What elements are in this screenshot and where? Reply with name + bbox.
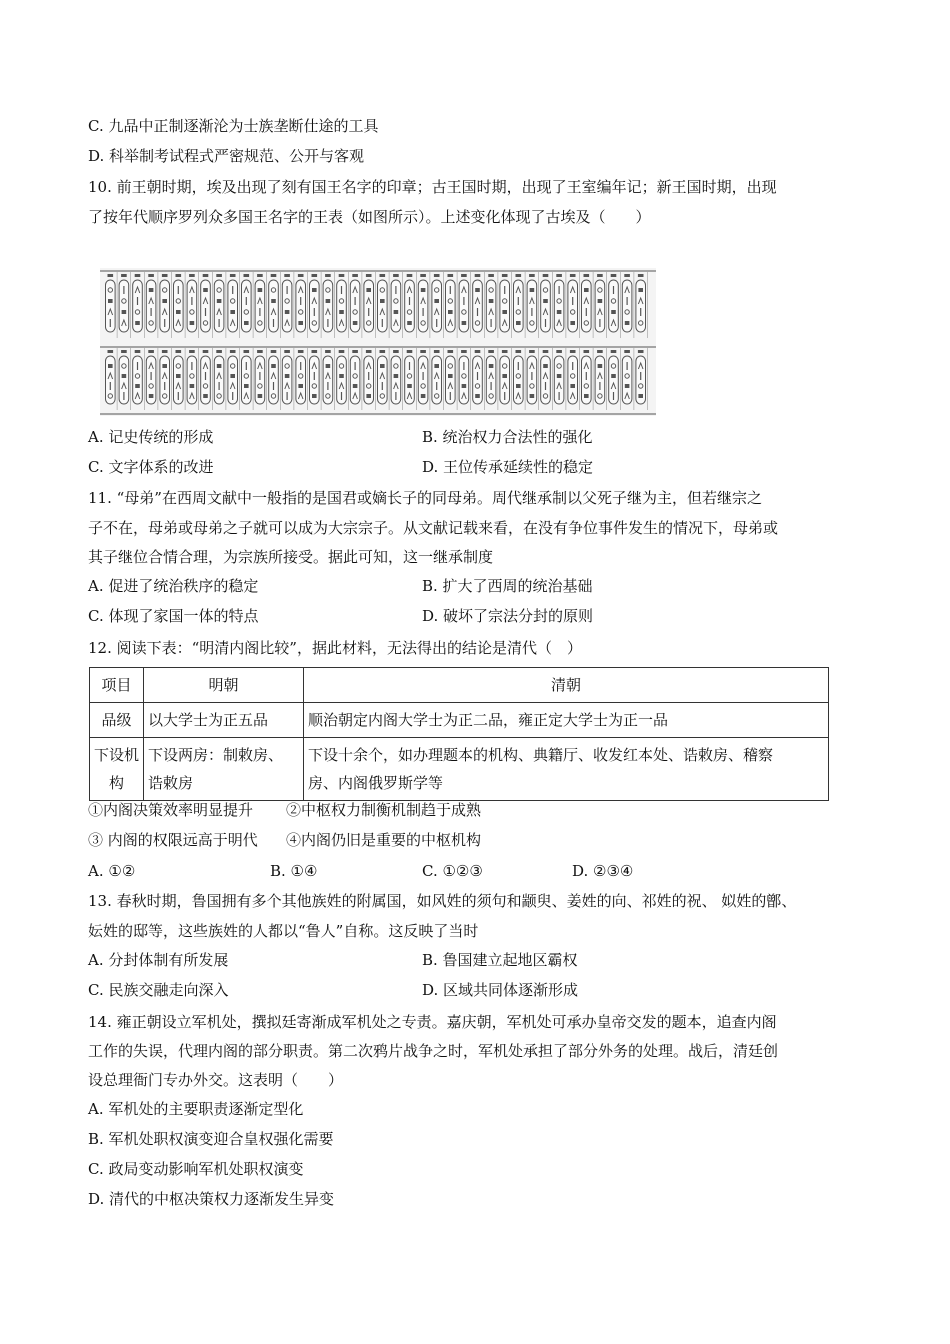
hieroglyph-mark xyxy=(597,274,603,277)
hieroglyph-mark xyxy=(380,350,386,353)
q13-stem-line-2: 妘姓的邸等，这些族姓的人都以“鲁人”自称。这反映了当时 xyxy=(88,922,479,940)
hieroglyph-mark xyxy=(624,274,630,277)
q14-option-d: D. 清代的中枢决策权力逐渐发生异变 xyxy=(88,1190,335,1208)
hieroglyph-mark xyxy=(216,350,222,353)
hieroglyph-mark xyxy=(162,350,168,353)
hieroglyph-mark xyxy=(108,274,114,277)
hieroglyph-mark xyxy=(393,274,399,277)
hieroglyph-mark xyxy=(502,310,507,314)
hieroglyph-mark xyxy=(543,299,548,303)
hieroglyph-mark xyxy=(448,350,454,353)
hieroglyph-mark xyxy=(353,321,358,325)
hieroglyph-mark xyxy=(230,274,236,277)
q10-stem-line-2: 了按年代顺序罗列众多国王名字的王表（如图所示）。上述变化体现了古埃及（ ） xyxy=(88,208,651,226)
cartouche xyxy=(323,356,333,404)
q14-stem-line-1: 14. 雍正朝设立军机处，撰拟廷寄渐成军机处之专责。嘉庆朝，军机处可承办皇帝交发的题本，追查内阁 xyxy=(88,1013,777,1031)
hieroglyph-mark xyxy=(325,350,331,353)
q11-option-d: D. 破坏了宗法分封的原则 xyxy=(422,607,594,625)
hieroglyph-mark xyxy=(189,274,195,277)
hieroglyph-mark xyxy=(122,310,127,314)
table-header-item: 项目 xyxy=(90,668,144,703)
cartouche xyxy=(418,280,428,332)
hieroglyph-mark xyxy=(298,350,304,353)
q10-stem-line-1: 10. 前王朝时期，埃及出现了刻有国王名字的印章；古王国时期，出现了王室编年记；新王国时期，出现 xyxy=(88,178,777,196)
hieroglyph-mark xyxy=(298,321,303,325)
table-cell-sub-qing-line-1: 下设十余个，如办理题本的机构、典籍厅、收发红本处、诰敕房、稽察 xyxy=(308,746,774,764)
hieroglyph-mark xyxy=(339,274,345,277)
cartouche xyxy=(595,356,605,404)
hieroglyph-mark xyxy=(448,274,454,277)
hieroglyph-mark xyxy=(298,384,303,388)
cartouche xyxy=(201,280,211,332)
q14-stem-line-3: 设总理衙门专办外交。这表明（ ） xyxy=(88,1071,344,1089)
table-cell-sub-qing-line-2: 房、内阁俄罗斯学等 xyxy=(308,774,444,792)
hieroglyph-mark xyxy=(257,274,263,277)
hieroglyph-mark xyxy=(148,274,154,277)
hieroglyph-mark xyxy=(203,288,208,292)
q13-option-d: D. 区域共同体逐渐形成 xyxy=(422,981,579,999)
hieroglyph-mark xyxy=(271,350,277,353)
hieroglyph-mark xyxy=(217,299,222,303)
hieroglyph-mark xyxy=(284,274,290,277)
q13-option-c: C. 民族交融走向深入 xyxy=(88,981,229,999)
hieroglyph-mark xyxy=(122,374,127,378)
hieroglyph-mark xyxy=(597,350,603,353)
hieroglyph-mark xyxy=(434,299,439,303)
hieroglyph-mark xyxy=(135,321,140,325)
hieroglyph-mark xyxy=(230,350,236,353)
hieroglyph-mark xyxy=(162,299,167,303)
table-cell-sub-qing xyxy=(304,738,829,801)
q12-item-2: ②中枢权力制衡机制趋于成熟 xyxy=(286,801,482,819)
cartouche xyxy=(582,280,592,332)
hieroglyph-mark xyxy=(339,350,345,353)
hieroglyph-mark xyxy=(216,274,222,277)
hieroglyph-mark xyxy=(516,274,522,277)
hieroglyph-mark xyxy=(475,274,481,277)
cartouche xyxy=(255,280,265,332)
cartouche xyxy=(106,356,116,404)
hieroglyph-mark xyxy=(420,274,426,277)
hieroglyph-mark xyxy=(176,310,181,314)
hieroglyph-mark xyxy=(190,384,195,388)
q10-option-a: A. 记史传统的形成 xyxy=(88,428,214,446)
q13-stem-line-1: 13. 春秋时期，鲁国拥有多个其他族姓的附属国，如风姓的须句和颛臾、姜姓的向、祁姓的祝、 姒姓的鄫、 xyxy=(88,892,797,910)
cartouche xyxy=(527,280,537,332)
q11-stem-line-2: 子不在，母弟或母弟之子就可以成为大宗宗子。从文献记载来看，在没有争位事件发生的情况下，母弟或 xyxy=(88,519,779,537)
hieroglyph-mark xyxy=(230,374,235,378)
hieroglyph-mark xyxy=(149,394,154,398)
q14-option-a: A. 军机处的主要职责逐渐定型化 xyxy=(88,1100,304,1118)
hieroglyph-mark xyxy=(598,299,603,303)
hieroglyph-mark xyxy=(556,274,562,277)
hieroglyph-mark xyxy=(420,350,426,353)
hieroglyph-mark xyxy=(257,350,263,353)
hieroglyph-mark xyxy=(530,288,535,292)
hieroglyph-mark xyxy=(543,350,549,353)
hieroglyph-mark xyxy=(189,350,195,353)
cartouche xyxy=(160,356,170,404)
q11-stem-line-1: 11. “母弟”在西周文献中一般指的是国君或嫡长子的同母弟。周代继承制以父死子继为主，但若继宗之 xyxy=(88,489,762,507)
hieroglyph-mark xyxy=(475,394,480,398)
table-cell-sub-label-line-2: 构 xyxy=(108,774,124,792)
hieroglyph-mark xyxy=(638,394,643,398)
hieroglyph-mark xyxy=(488,274,494,277)
hieroglyph-mark xyxy=(624,350,630,353)
hieroglyph-mark xyxy=(502,350,508,353)
hieroglyph-mark xyxy=(380,299,385,303)
hieroglyph-mark xyxy=(530,394,535,398)
q12-option-c: C. ①②③ xyxy=(422,862,483,880)
table-cell-rank-ming: 以大学士为正五品 xyxy=(144,703,304,738)
hieroglyph-mark xyxy=(285,374,290,378)
cartouche xyxy=(636,280,646,332)
hieroglyph-mark xyxy=(135,350,141,353)
hieroglyph-mark xyxy=(556,350,562,353)
table-cell-rank-label: 品级 xyxy=(90,703,144,738)
hieroglyph-mark xyxy=(271,299,276,303)
hieroglyph-mark xyxy=(312,350,318,353)
q14-option-b: B. 军机处职权演变迎合皇权强化需要 xyxy=(88,1130,334,1148)
table-cell-sub-ming-line-2: 诰敕房 xyxy=(148,774,194,792)
hieroglyph-mark xyxy=(312,274,318,277)
hieroglyph-mark xyxy=(611,274,617,277)
hieroglyph-mark xyxy=(203,350,209,353)
hieroglyph-mark xyxy=(352,274,358,277)
hieroglyph-mark xyxy=(230,310,235,314)
hieroglyph-mark xyxy=(625,384,630,388)
hieroglyph-mark xyxy=(421,288,426,292)
hieroglyph-mark xyxy=(516,384,521,388)
hieroglyph-mark xyxy=(271,274,277,277)
cartouche xyxy=(473,280,483,332)
hieroglyph-mark xyxy=(407,350,413,353)
hieroglyph-mark xyxy=(557,374,562,378)
hieroglyph-mark xyxy=(121,274,127,277)
hieroglyph-mark xyxy=(489,364,494,368)
hieroglyph-mark xyxy=(434,364,439,368)
table-cell-sub-ming-line-1: 下设两房：制敕房、 xyxy=(148,746,284,764)
hieroglyph-mark xyxy=(475,350,481,353)
q10-option-c: C. 文字体系的改进 xyxy=(88,458,214,476)
cartouche xyxy=(310,280,320,332)
q12-stem: 12. 阅读下表：“明清内阁比较”，据此材料，无法得出的结论是清代（ ） xyxy=(88,639,582,657)
hieroglyph-mark xyxy=(135,274,141,277)
hieroglyph-mark xyxy=(298,274,304,277)
hieroglyph-mark xyxy=(258,394,263,398)
hieroglyph-mark xyxy=(611,350,617,353)
hieroglyph-mark xyxy=(271,364,276,368)
hieroglyph-mark xyxy=(352,350,358,353)
hieroglyph-mark xyxy=(176,274,182,277)
q10-option-b: B. 统治权力合法性的强化 xyxy=(422,428,593,446)
hieroglyph-mark xyxy=(366,288,371,292)
hieroglyph-mark xyxy=(108,299,113,303)
hieroglyph-mark xyxy=(121,350,127,353)
hieroglyph-mark xyxy=(339,374,344,378)
q11-stem-line-3: 其子继位合情合理，为宗族所接受。据此可知，这一继承制度 xyxy=(88,548,494,566)
q11-option-c: C. 体现了家国一体的特点 xyxy=(88,607,259,625)
hieroglyph-mark xyxy=(312,394,317,398)
hieroglyph-mark xyxy=(570,321,575,325)
hieroglyph-mark xyxy=(570,384,575,388)
hieroglyph-mark xyxy=(543,364,548,368)
hieroglyph-mark xyxy=(394,374,399,378)
hieroglyph-mark xyxy=(407,384,412,388)
hieroglyph-mark xyxy=(244,321,249,325)
hieroglyph-mark xyxy=(244,274,250,277)
hieroglyph-mark xyxy=(448,374,453,378)
q11-option-a: A. 促进了统治秩序的稳定 xyxy=(88,577,259,595)
hieroglyph-mark xyxy=(135,384,140,388)
hieroglyph-mark xyxy=(149,288,154,292)
cartouche xyxy=(269,356,279,404)
hieroglyph-mark xyxy=(611,374,616,378)
q12-item-3: ③ 内阁的权限远高于明代 xyxy=(88,831,258,849)
q14-option-c: C. 政局变动影响军机处职权演变 xyxy=(88,1160,304,1178)
q12-option-b: B. ①④ xyxy=(270,862,318,880)
hieroglyph-mark xyxy=(584,350,590,353)
hieroglyph-mark xyxy=(380,364,385,368)
hieroglyph-mark xyxy=(176,374,181,378)
hieroglyph-mark xyxy=(190,321,195,325)
king-list-cartouches-image xyxy=(100,268,656,416)
hieroglyph-mark xyxy=(584,274,590,277)
hieroglyph-mark xyxy=(461,350,467,353)
table-row xyxy=(90,703,829,738)
hieroglyph-mark xyxy=(108,364,113,368)
hieroglyph-mark xyxy=(339,310,344,314)
q10-option-d: D. 王位传承延续性的稳定 xyxy=(422,458,594,476)
hieroglyph-mark xyxy=(312,288,317,292)
hieroglyph-mark xyxy=(461,274,467,277)
hieroglyph-mark xyxy=(598,364,603,368)
hieroglyph-mark xyxy=(366,394,371,398)
hieroglyph-mark xyxy=(489,299,494,303)
hieroglyph-mark xyxy=(203,394,208,398)
hieroglyph-mark xyxy=(502,274,508,277)
hieroglyph-mark xyxy=(380,274,386,277)
table-cell-sub-label xyxy=(90,738,144,801)
table-header-row xyxy=(90,668,829,703)
table-header-qing: 清朝 xyxy=(304,668,829,703)
hieroglyph-mark xyxy=(258,288,263,292)
table-cell-rank-qing: 顺治朝定内阁大学士为正二品，雍正定大学士为正一品 xyxy=(304,703,829,738)
hieroglyph-mark xyxy=(462,321,467,325)
table-row xyxy=(90,738,829,801)
hieroglyph-mark xyxy=(203,274,209,277)
q9-option-d: D. 科举制考试程式严密规范、公开与客观 xyxy=(88,147,365,165)
hieroglyph-mark xyxy=(421,394,426,398)
hieroglyph-mark xyxy=(244,350,250,353)
hieroglyph-mark xyxy=(557,310,562,314)
hieroglyph-mark xyxy=(326,364,331,368)
hieroglyph-mark xyxy=(394,310,399,314)
hieroglyph-mark xyxy=(285,310,290,314)
hieroglyph-mark xyxy=(543,274,549,277)
hieroglyph-mark xyxy=(611,310,616,314)
hieroglyph-mark xyxy=(570,350,576,353)
hieroglyph-mark xyxy=(448,310,453,314)
cartouche xyxy=(214,356,224,404)
q12-item-1: ①内阁决策效率明显提升 xyxy=(88,801,254,819)
hieroglyph-mark xyxy=(475,288,480,292)
hieroglyph-mark xyxy=(570,274,576,277)
cartouche xyxy=(378,356,388,404)
table-cell-sub-ming xyxy=(144,738,304,801)
hieroglyph-mark xyxy=(584,288,589,292)
q13-option-b: B. 鲁国建立起地区霸权 xyxy=(422,951,578,969)
cartouche xyxy=(486,356,496,404)
hieroglyph-mark xyxy=(638,288,643,292)
hieroglyph-mark xyxy=(625,321,630,325)
table-header-ming: 明朝 xyxy=(144,668,304,703)
hieroglyph-mark xyxy=(148,350,154,353)
hieroglyph-mark xyxy=(393,350,399,353)
ming-qing-cabinet-table xyxy=(89,667,829,801)
hieroglyph-mark xyxy=(284,350,290,353)
cartouche xyxy=(146,280,156,332)
hieroglyph-mark xyxy=(516,350,522,353)
hieroglyph-mark xyxy=(638,274,644,277)
q9-option-c: C. 九品中正制逐渐沦为士族垄断仕途的工具 xyxy=(88,117,379,135)
hieroglyph-mark xyxy=(516,321,521,325)
cartouche xyxy=(541,356,551,404)
q12-option-a: A. ①② xyxy=(88,862,136,880)
q14-stem-line-2: 工作的失误，代理内阁的部分职责。第二次鸦片战争之时，军机处承担了部分外务的处理。战后，清廷创 xyxy=(88,1042,779,1060)
hieroglyph-mark xyxy=(488,350,494,353)
hieroglyph-mark xyxy=(407,321,412,325)
hieroglyph-mark xyxy=(326,299,331,303)
hieroglyph-mark xyxy=(108,350,114,353)
hieroglyph-mark xyxy=(584,394,589,398)
cartouche xyxy=(432,356,442,404)
hieroglyph-mark xyxy=(638,350,644,353)
q11-option-b: B. 扩大了西周的统治基础 xyxy=(422,577,593,595)
q13-option-a: A. 分封体制有所发展 xyxy=(88,951,229,969)
hieroglyph-mark xyxy=(366,274,372,277)
hieroglyph-mark xyxy=(176,350,182,353)
hieroglyph-mark xyxy=(366,350,372,353)
hieroglyph-mark xyxy=(529,274,535,277)
hieroglyph-mark xyxy=(162,364,167,368)
hieroglyph-mark xyxy=(434,350,440,353)
hieroglyph-mark xyxy=(502,374,507,378)
table-cell-sub-label-line-1: 下设机 xyxy=(94,746,140,764)
hieroglyph-mark xyxy=(244,384,249,388)
hieroglyph-mark xyxy=(434,274,440,277)
hieroglyph-mark xyxy=(529,350,535,353)
hieroglyph-mark xyxy=(407,274,413,277)
hieroglyph-mark xyxy=(217,364,222,368)
hieroglyph-mark xyxy=(325,274,331,277)
hieroglyph-mark xyxy=(162,274,168,277)
hieroglyph-mark xyxy=(462,384,467,388)
q12-item-4: ④内阁仍旧是重要的中枢机构 xyxy=(286,831,482,849)
hieroglyph-mark xyxy=(353,384,358,388)
q12-option-d: D. ②③④ xyxy=(572,862,634,880)
cartouche xyxy=(364,280,374,332)
